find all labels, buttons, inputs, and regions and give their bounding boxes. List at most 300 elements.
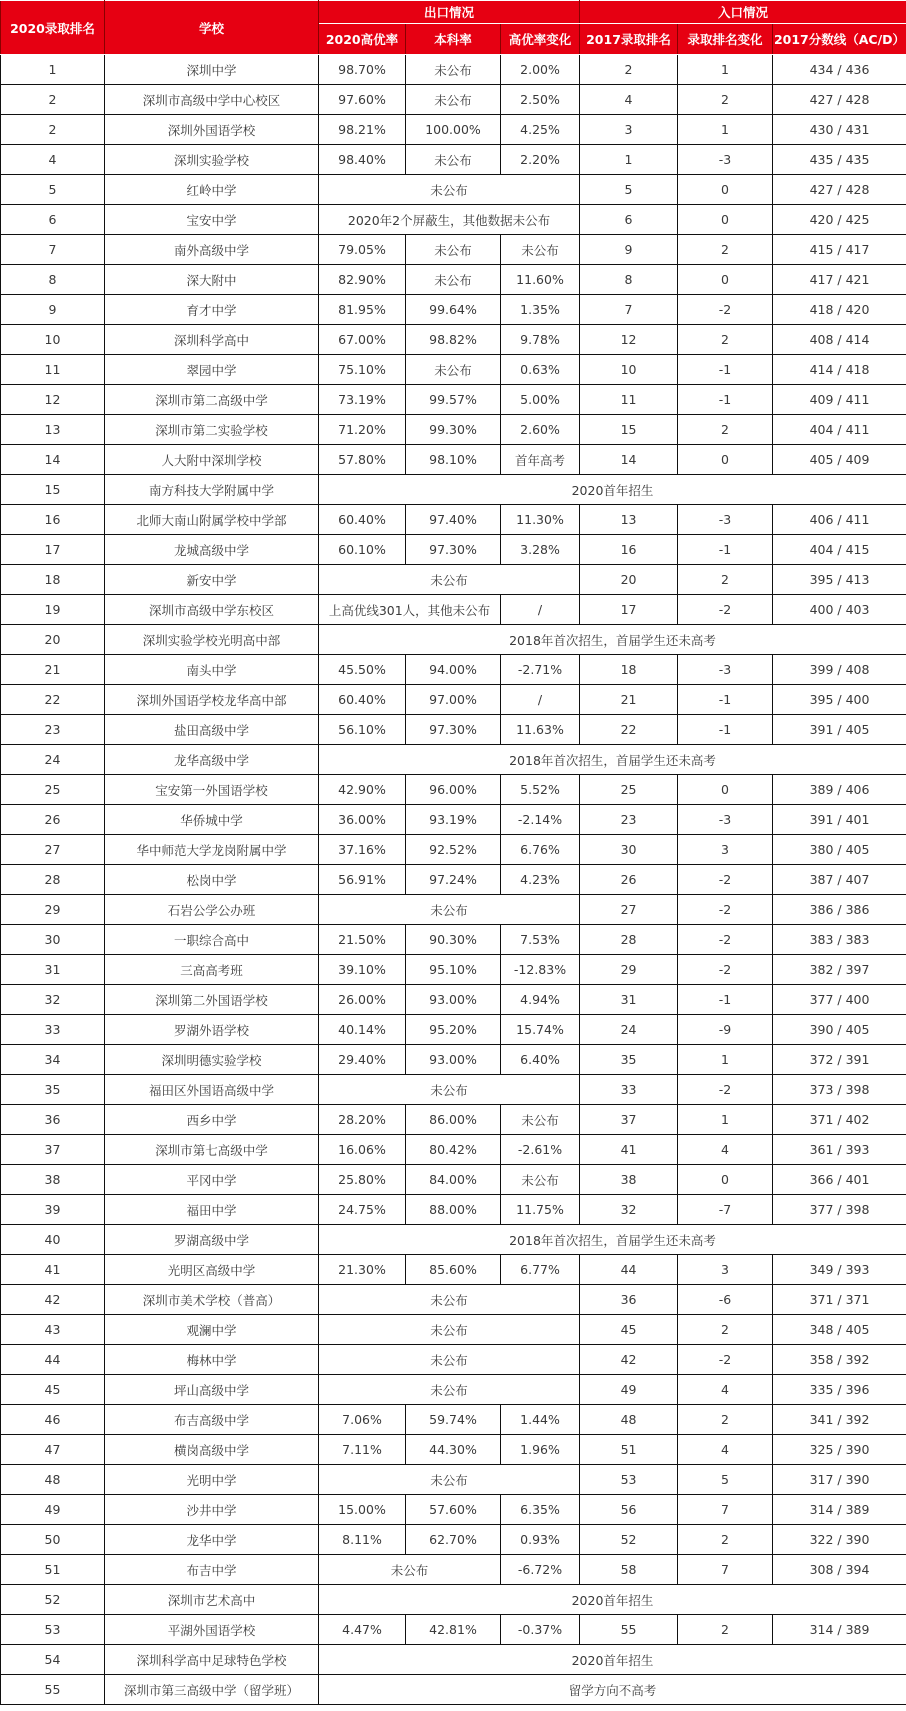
cell-rate-change: 4.23%: [501, 865, 580, 895]
table-row: [1, 415, 906, 445]
table-row: [1, 1225, 906, 1255]
cell-score-2017: 371 / 371: [773, 1285, 906, 1315]
cell-rank-change: -2: [678, 295, 773, 325]
cell-rank-change: 1: [678, 55, 773, 85]
table-row: [1, 895, 906, 925]
cell-rate-change: -12.83%: [501, 955, 580, 985]
cell-merged-note: 2018年首次招生，首届学生还未高考: [319, 745, 906, 775]
cell-rank-2017: 45: [580, 1315, 678, 1345]
cell-rank-change: 2: [678, 415, 773, 445]
cell-rank-2017: 29: [580, 955, 678, 985]
table-row: [1, 175, 906, 205]
cell-school: 龙华中学: [105, 1525, 319, 1555]
cell-school: 盐田高级中学: [105, 715, 319, 745]
cell-rank-2020: 45: [1, 1375, 105, 1405]
cell-rank-2020: 26: [1, 805, 105, 835]
cell-bachelor-rate: 97.00%: [406, 685, 501, 715]
cell-school: 深圳中学: [105, 55, 319, 85]
cell-rank-2020: 37: [1, 1135, 105, 1165]
cell-rank-change: 2: [678, 1315, 773, 1345]
cell-rate-2020: 67.00%: [319, 325, 406, 355]
table-row: [1, 1105, 906, 1135]
cell-rank-2017: 36: [580, 1285, 678, 1315]
cell-school: 布吉高级中学: [105, 1405, 319, 1435]
cell-bachelor-rate: 96.00%: [406, 775, 501, 805]
cell-score-2017: 371 / 402: [773, 1105, 906, 1135]
cell-rank-change: 4: [678, 1435, 773, 1465]
cell-score-2017: 427 / 428: [773, 175, 906, 205]
cell-bachelor-rate: 99.30%: [406, 415, 501, 445]
cell-rank-2020: 33: [1, 1015, 105, 1045]
cell-rank-2020: 43: [1, 1315, 105, 1345]
cell-rank-2020: 11: [1, 355, 105, 385]
cell-rank-2017: 52: [580, 1525, 678, 1555]
cell-bachelor-rate: 86.00%: [406, 1105, 501, 1135]
cell-rank-2020: 44: [1, 1345, 105, 1375]
cell-bachelor-rate: 97.40%: [406, 505, 501, 535]
cell-rank-change: 0: [678, 205, 773, 235]
cell-score-2017: 395 / 413: [773, 565, 906, 595]
table-row: [1, 1645, 906, 1675]
cell-rank-2020: 20: [1, 625, 105, 655]
cell-rate-change: /: [501, 685, 580, 715]
cell-rank-2017: 38: [580, 1165, 678, 1195]
cell-rate-change: 5.52%: [501, 775, 580, 805]
cell-rank-2020: 41: [1, 1255, 105, 1285]
cell-rate-change: -2.61%: [501, 1135, 580, 1165]
cell-score-2017: 414 / 418: [773, 355, 906, 385]
cell-rank-2017: 53: [580, 1465, 678, 1495]
cell-rank-change: 1: [678, 1045, 773, 1075]
cell-school: 一职综合高中: [105, 925, 319, 955]
cell-score-2017: 404 / 411: [773, 415, 906, 445]
cell-rank-change: 2: [678, 1525, 773, 1555]
cell-rank-2017: 21: [580, 685, 678, 715]
cell-rate-2020: 21.30%: [319, 1255, 406, 1285]
cell-bachelor-rate: 98.82%: [406, 325, 501, 355]
cell-bachelor-rate: 100.00%: [406, 115, 501, 145]
table-row: [1, 145, 906, 175]
cell-score-2017: 380 / 405: [773, 835, 906, 865]
table-row: [1, 1465, 906, 1495]
cell-rank-change: -2: [678, 955, 773, 985]
cell-rank-change: 0: [678, 175, 773, 205]
cell-score-2017: 317 / 390: [773, 1465, 906, 1495]
cell-rank-2020: 28: [1, 865, 105, 895]
cell-school: 深圳外国语学校龙华高中部: [105, 685, 319, 715]
cell-rate-change: 2.60%: [501, 415, 580, 445]
table-row: [1, 355, 906, 385]
cell-bachelor-rate: 90.30%: [406, 925, 501, 955]
cell-rate-2020: 75.10%: [319, 355, 406, 385]
cell-score-2017: 417 / 421: [773, 265, 906, 295]
header-rank-2017: 2017录取排名: [580, 24, 678, 55]
cell-rank-2020: 18: [1, 565, 105, 595]
cell-rate-2020: 81.95%: [319, 295, 406, 325]
cell-rank-change: 4: [678, 1135, 773, 1165]
table-row: [1, 1435, 906, 1465]
cell-rate-2020: 24.75%: [319, 1195, 406, 1225]
cell-merged-note: 2020首年招生: [319, 1645, 906, 1675]
cell-bachelor-rate: 未公布: [406, 265, 501, 295]
cell-school: 松岗中学: [105, 865, 319, 895]
cell-merged-note: 未公布: [319, 1075, 580, 1105]
cell-rank-change: 2: [678, 235, 773, 265]
table-row: [1, 535, 906, 565]
table-row: [1, 1405, 906, 1435]
cell-bachelor-rate: 84.00%: [406, 1165, 501, 1195]
cell-merged-note: 未公布: [319, 1555, 501, 1585]
table-row: [1, 715, 906, 745]
header-school: 学校: [105, 1, 319, 55]
cell-rank-change: 0: [678, 775, 773, 805]
cell-score-2017: 390 / 405: [773, 1015, 906, 1045]
cell-rank-2017: 7: [580, 295, 678, 325]
cell-rate-change: -0.37%: [501, 1615, 580, 1645]
cell-rank-change: 0: [678, 445, 773, 475]
table-row: [1, 805, 906, 835]
cell-rank-2017: 35: [580, 1045, 678, 1075]
cell-score-2017: 391 / 405: [773, 715, 906, 745]
cell-school: 沙井中学: [105, 1495, 319, 1525]
cell-rank-2020: 29: [1, 895, 105, 925]
cell-rate-2020: 26.00%: [319, 985, 406, 1015]
cell-score-2017: 395 / 400: [773, 685, 906, 715]
cell-rank-2017: 41: [580, 1135, 678, 1165]
cell-rate-2020: 98.21%: [319, 115, 406, 145]
cell-bachelor-rate: 99.64%: [406, 295, 501, 325]
cell-score-2017: 373 / 398: [773, 1075, 906, 1105]
cell-school: 深圳科学高中: [105, 325, 319, 355]
table-row: [1, 955, 906, 985]
cell-rank-change: 1: [678, 115, 773, 145]
table-row: [1, 115, 906, 145]
cell-bachelor-rate: 95.20%: [406, 1015, 501, 1045]
cell-rate-change: 1.35%: [501, 295, 580, 325]
cell-school: 罗湖高级中学: [105, 1225, 319, 1255]
cell-rank-2017: 24: [580, 1015, 678, 1045]
cell-score-2017: 349 / 393: [773, 1255, 906, 1285]
cell-school: 华中师范大学龙岗附属中学: [105, 835, 319, 865]
cell-rank-2020: 14: [1, 445, 105, 475]
cell-rate-change: 7.53%: [501, 925, 580, 955]
cell-score-2017: 400 / 403: [773, 595, 906, 625]
table-body: [1, 55, 906, 1705]
cell-rate-change: 未公布: [501, 1105, 580, 1135]
cell-school: 罗湖外语学校: [105, 1015, 319, 1045]
cell-school: 平冈中学: [105, 1165, 319, 1195]
cell-rank-2020: 36: [1, 1105, 105, 1135]
cell-rate-change: 11.75%: [501, 1195, 580, 1225]
cell-rank-2017: 48: [580, 1405, 678, 1435]
cell-score-2017: 308 / 394: [773, 1555, 906, 1585]
cell-rate-change: 11.63%: [501, 715, 580, 745]
cell-score-2017: 361 / 393: [773, 1135, 906, 1165]
cell-bachelor-rate: 57.60%: [406, 1495, 501, 1525]
cell-rank-2017: 30: [580, 835, 678, 865]
cell-score-2017: 409 / 411: [773, 385, 906, 415]
cell-bachelor-rate: 未公布: [406, 55, 501, 85]
cell-merged-note: 2020首年招生: [319, 475, 906, 505]
cell-rank-2017: 15: [580, 415, 678, 445]
cell-merged-note: 留学方向不高考: [319, 1675, 906, 1705]
cell-school: 福田中学: [105, 1195, 319, 1225]
cell-bachelor-rate: 44.30%: [406, 1435, 501, 1465]
cell-rank-2017: 51: [580, 1435, 678, 1465]
cell-rank-change: 0: [678, 1165, 773, 1195]
cell-rate-2020: 97.60%: [319, 85, 406, 115]
table-row: [1, 385, 906, 415]
cell-score-2017: 386 / 386: [773, 895, 906, 925]
cell-score-2017: 325 / 390: [773, 1435, 906, 1465]
cell-rank-2020: 2: [1, 115, 105, 145]
cell-score-2017: 372 / 391: [773, 1045, 906, 1075]
cell-school: 深圳市第二实验学校: [105, 415, 319, 445]
cell-score-2017: 418 / 420: [773, 295, 906, 325]
header-exit-group: 出口情况: [319, 1, 580, 24]
cell-rank-change: -2: [678, 925, 773, 955]
cell-rank-2017: 37: [580, 1105, 678, 1135]
cell-school: 深圳市高级中学东校区: [105, 595, 319, 625]
cell-school: 坪山高级中学: [105, 1375, 319, 1405]
cell-bachelor-rate: 97.30%: [406, 715, 501, 745]
cell-bachelor-rate: 未公布: [406, 85, 501, 115]
cell-rate-change: 11.60%: [501, 265, 580, 295]
table-row: [1, 1315, 906, 1345]
cell-merged-note: 未公布: [319, 1465, 580, 1495]
cell-school: 深圳明德实验学校: [105, 1045, 319, 1075]
cell-rank-change: -2: [678, 1075, 773, 1105]
table-row: [1, 1555, 906, 1585]
cell-score-2017: 405 / 409: [773, 445, 906, 475]
cell-school: 深圳科学高中足球特色学校: [105, 1645, 319, 1675]
cell-score-2017: 322 / 390: [773, 1525, 906, 1555]
cell-merged-note: 2018年首次招生，首届学生还未高考: [319, 1225, 906, 1255]
cell-bachelor-rate: 97.30%: [406, 535, 501, 565]
table-row: [1, 1075, 906, 1105]
cell-school: 南头中学: [105, 655, 319, 685]
cell-score-2017: 358 / 392: [773, 1345, 906, 1375]
cell-rate-2020: 29.40%: [319, 1045, 406, 1075]
cell-rate-2020: 15.00%: [319, 1495, 406, 1525]
cell-bachelor-rate: 88.00%: [406, 1195, 501, 1225]
table-row: [1, 745, 906, 775]
cell-bachelor-rate: 93.00%: [406, 985, 501, 1015]
header-score-2017: 2017分数线（AC/D）: [773, 24, 906, 55]
table-row: [1, 1135, 906, 1165]
cell-school: 龙城高级中学: [105, 535, 319, 565]
cell-rate-change: 1.44%: [501, 1405, 580, 1435]
cell-school: 深圳市高级中学中心校区: [105, 85, 319, 115]
cell-bachelor-rate: 93.19%: [406, 805, 501, 835]
cell-rank-2020: 16: [1, 505, 105, 535]
cell-school: 平湖外国语学校: [105, 1615, 319, 1645]
cell-rate-2020: 16.06%: [319, 1135, 406, 1165]
cell-score-2017: 435 / 435: [773, 145, 906, 175]
cell-score-2017: 335 / 396: [773, 1375, 906, 1405]
cell-rank-2020: 25: [1, 775, 105, 805]
cell-rank-change: -1: [678, 535, 773, 565]
cell-school: 西乡中学: [105, 1105, 319, 1135]
cell-score-2017: 382 / 397: [773, 955, 906, 985]
cell-rank-change: 0: [678, 265, 773, 295]
cell-rank-2020: 30: [1, 925, 105, 955]
cell-rate-change: 2.20%: [501, 145, 580, 175]
cell-rank-2017: 9: [580, 235, 678, 265]
cell-rank-change: 7: [678, 1495, 773, 1525]
cell-rank-2020: 35: [1, 1075, 105, 1105]
cell-rate-change: 4.25%: [501, 115, 580, 145]
header-rank-change: 录取排名变化: [678, 24, 773, 55]
cell-rate-2020: 36.00%: [319, 805, 406, 835]
cell-score-2017: 387 / 407: [773, 865, 906, 895]
cell-rank-change: -3: [678, 805, 773, 835]
table-row: [1, 1285, 906, 1315]
cell-rank-2017: 3: [580, 115, 678, 145]
cell-rate-change: 6.40%: [501, 1045, 580, 1075]
cell-rank-2017: 55: [580, 1615, 678, 1645]
cell-score-2017: 314 / 389: [773, 1615, 906, 1645]
table-row: [1, 265, 906, 295]
cell-rate-change: 6.76%: [501, 835, 580, 865]
cell-rate-change: 0.93%: [501, 1525, 580, 1555]
cell-merged-note: 2020年2个屏蔽生，其他数据未公布: [319, 205, 580, 235]
cell-rank-2020: 27: [1, 835, 105, 865]
cell-rank-change: -7: [678, 1195, 773, 1225]
cell-school: 深大附中: [105, 265, 319, 295]
cell-rank-2020: 23: [1, 715, 105, 745]
cell-rank-2017: 17: [580, 595, 678, 625]
cell-school: 梅林中学: [105, 1345, 319, 1375]
cell-rate-2020: 42.90%: [319, 775, 406, 805]
cell-rate-2020: 57.80%: [319, 445, 406, 475]
cell-rate-2020: 56.10%: [319, 715, 406, 745]
cell-rate-change: 6.77%: [501, 1255, 580, 1285]
cell-rank-2020: 19: [1, 595, 105, 625]
cell-rank-2017: 44: [580, 1255, 678, 1285]
cell-rank-change: 2: [678, 565, 773, 595]
cell-rank-2017: 14: [580, 445, 678, 475]
cell-score-2017: 406 / 411: [773, 505, 906, 535]
header-rank-2020: 2020录取排名: [1, 1, 105, 55]
cell-rank-2020: 53: [1, 1615, 105, 1645]
table-row: [1, 595, 906, 625]
cell-bachelor-rate: 80.42%: [406, 1135, 501, 1165]
table-row: [1, 1345, 906, 1375]
cell-rank-2017: 6: [580, 205, 678, 235]
cell-rank-change: 2: [678, 85, 773, 115]
cell-rank-2017: 2: [580, 55, 678, 85]
cell-rate-2020: 82.90%: [319, 265, 406, 295]
cell-bachelor-rate: 93.00%: [406, 1045, 501, 1075]
cell-rate-2020: 98.70%: [319, 55, 406, 85]
cell-school: 南外高级中学: [105, 235, 319, 265]
cell-rate-2020: 73.19%: [319, 385, 406, 415]
cell-rate-change: 0.63%: [501, 355, 580, 385]
cell-rate-change: -2.14%: [501, 805, 580, 835]
cell-rank-change: -2: [678, 1345, 773, 1375]
cell-merged-note: 2020首年招生: [319, 1585, 906, 1615]
cell-rank-change: 1: [678, 1105, 773, 1135]
cell-rank-2020: 39: [1, 1195, 105, 1225]
cell-merged-note: 未公布: [319, 1285, 580, 1315]
cell-rank-change: -6: [678, 1285, 773, 1315]
cell-rank-2020: 6: [1, 205, 105, 235]
cell-rank-2020: 40: [1, 1225, 105, 1255]
cell-rank-2017: 42: [580, 1345, 678, 1375]
cell-rank-2020: 13: [1, 415, 105, 445]
cell-rate-change: 4.94%: [501, 985, 580, 1015]
cell-rank-2017: 27: [580, 895, 678, 925]
cell-rate-change: 2.00%: [501, 55, 580, 85]
table-row: [1, 1195, 906, 1225]
cell-bachelor-rate: 95.10%: [406, 955, 501, 985]
cell-score-2017: 348 / 405: [773, 1315, 906, 1345]
cell-rank-2017: 58: [580, 1555, 678, 1585]
cell-score-2017: 391 / 401: [773, 805, 906, 835]
cell-bachelor-rate: 62.70%: [406, 1525, 501, 1555]
cell-merged-note: 未公布: [319, 175, 580, 205]
cell-rate-2020: 56.91%: [319, 865, 406, 895]
cell-rank-change: 2: [678, 325, 773, 355]
table-row: [1, 985, 906, 1015]
cell-rank-2020: 34: [1, 1045, 105, 1075]
cell-rank-2017: 32: [580, 1195, 678, 1225]
cell-bachelor-rate: 未公布: [406, 235, 501, 265]
table-row: [1, 655, 906, 685]
cell-school: 育才中学: [105, 295, 319, 325]
cell-merged-note: 未公布: [319, 1345, 580, 1375]
cell-rate-2020: 60.40%: [319, 505, 406, 535]
cell-school: 深圳实验学校: [105, 145, 319, 175]
table-row: [1, 565, 906, 595]
cell-rate-2020: 98.40%: [319, 145, 406, 175]
cell-rank-change: -2: [678, 895, 773, 925]
cell-rank-change: -1: [678, 355, 773, 385]
cell-rank-change: 2: [678, 1615, 773, 1645]
cell-rank-2020: 5: [1, 175, 105, 205]
table-header: [1, 1, 906, 55]
cell-rank-2020: 46: [1, 1405, 105, 1435]
cell-rank-change: -1: [678, 715, 773, 745]
cell-rank-2020: 54: [1, 1645, 105, 1675]
cell-bachelor-rate: 98.10%: [406, 445, 501, 475]
cell-merged-note: 上高优线301人，其他未公布: [319, 595, 501, 625]
table-row: [1, 1045, 906, 1075]
cell-rank-2017: 23: [580, 805, 678, 835]
cell-rank-change: -2: [678, 865, 773, 895]
cell-school: 龙华高级中学: [105, 745, 319, 775]
cell-score-2017: 434 / 436: [773, 55, 906, 85]
cell-bachelor-rate: 未公布: [406, 355, 501, 385]
cell-rate-2020: 4.47%: [319, 1615, 406, 1645]
cell-school: 深圳市美术学校（普高）: [105, 1285, 319, 1315]
cell-rank-change: -1: [678, 985, 773, 1015]
cell-rank-2020: 12: [1, 385, 105, 415]
cell-bachelor-rate: 59.74%: [406, 1405, 501, 1435]
table-row: [1, 685, 906, 715]
cell-rate-2020: 7.11%: [319, 1435, 406, 1465]
cell-rank-change: 4: [678, 1375, 773, 1405]
cell-school: 光明区高级中学: [105, 1255, 319, 1285]
table-row: [1, 1255, 906, 1285]
cell-score-2017: 408 / 414: [773, 325, 906, 355]
cell-rate-change: 11.30%: [501, 505, 580, 535]
cell-school: 宝安中学: [105, 205, 319, 235]
cell-rank-2020: 8: [1, 265, 105, 295]
cell-rate-change: /: [501, 595, 580, 625]
cell-school: 光明中学: [105, 1465, 319, 1495]
